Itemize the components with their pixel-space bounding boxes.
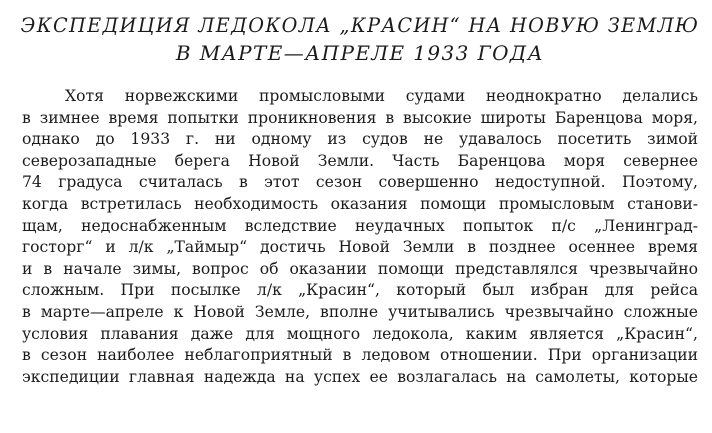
article-title-line-2: В МАРТЕ—АПРЕЛЕ 1933 ГОДА (175, 41, 545, 65)
paragraph-line: в сезон наиболее неблагоприятный в ледовом отношении. При организации (22, 346, 698, 365)
paragraph-line: и в начале зимы, вопрос об оказании помощи представлялся чрезвычайно (22, 259, 698, 278)
paragraph-line: в зимнее время попытки проникновения в высокие широты Баренцова моря, (22, 108, 698, 127)
paragraph-line: Хотя норвежскими промысловыми судами неоднократно делались (65, 87, 698, 105)
paragraph-line: щам, недоснабженным вследствие неудачных попыток п/с „Ленинград- (22, 216, 698, 235)
paragraph-line: условия плавания даже для мощного ледокола, каким является „Красин“, (22, 324, 698, 343)
paragraph-line: когда встретилась необходимость оказания помощи промысловым станови- (22, 194, 698, 213)
paragraph-line: в марте—апреле к Новой Земле, вполне учитывались чрезвычайно сложные (22, 302, 698, 321)
paragraph-line: 74 градуса считалась в этот сезон совершенно недоступной. Поэтому, (22, 173, 698, 192)
article-title-line-1: ЭКСПЕДИЦИЯ ЛЕДОКОЛА „КРАСИН“ НА НОВУЮ ЗЕМЛЮ (20, 14, 700, 37)
paragraph-line: северозападные берега Новой Земли. Часть Баренцова моря севернее (22, 151, 698, 170)
paragraph-line: госторг“ и л/к „Таймыр“ достичь Новой Земли в позднее осеннее время (22, 238, 698, 257)
paragraph-line: сложным. При посылке л/к „Красин“, который был избран для рейса (22, 281, 698, 300)
paragraph-line: экспедиции главная надежда на успех ее возлагалась на самолеты, которые (22, 367, 698, 386)
paragraph-line: однако до 1933 г. ни одному из судов не удавалось посетить зимой (22, 130, 698, 149)
body-paragraph (22, 86, 698, 388)
